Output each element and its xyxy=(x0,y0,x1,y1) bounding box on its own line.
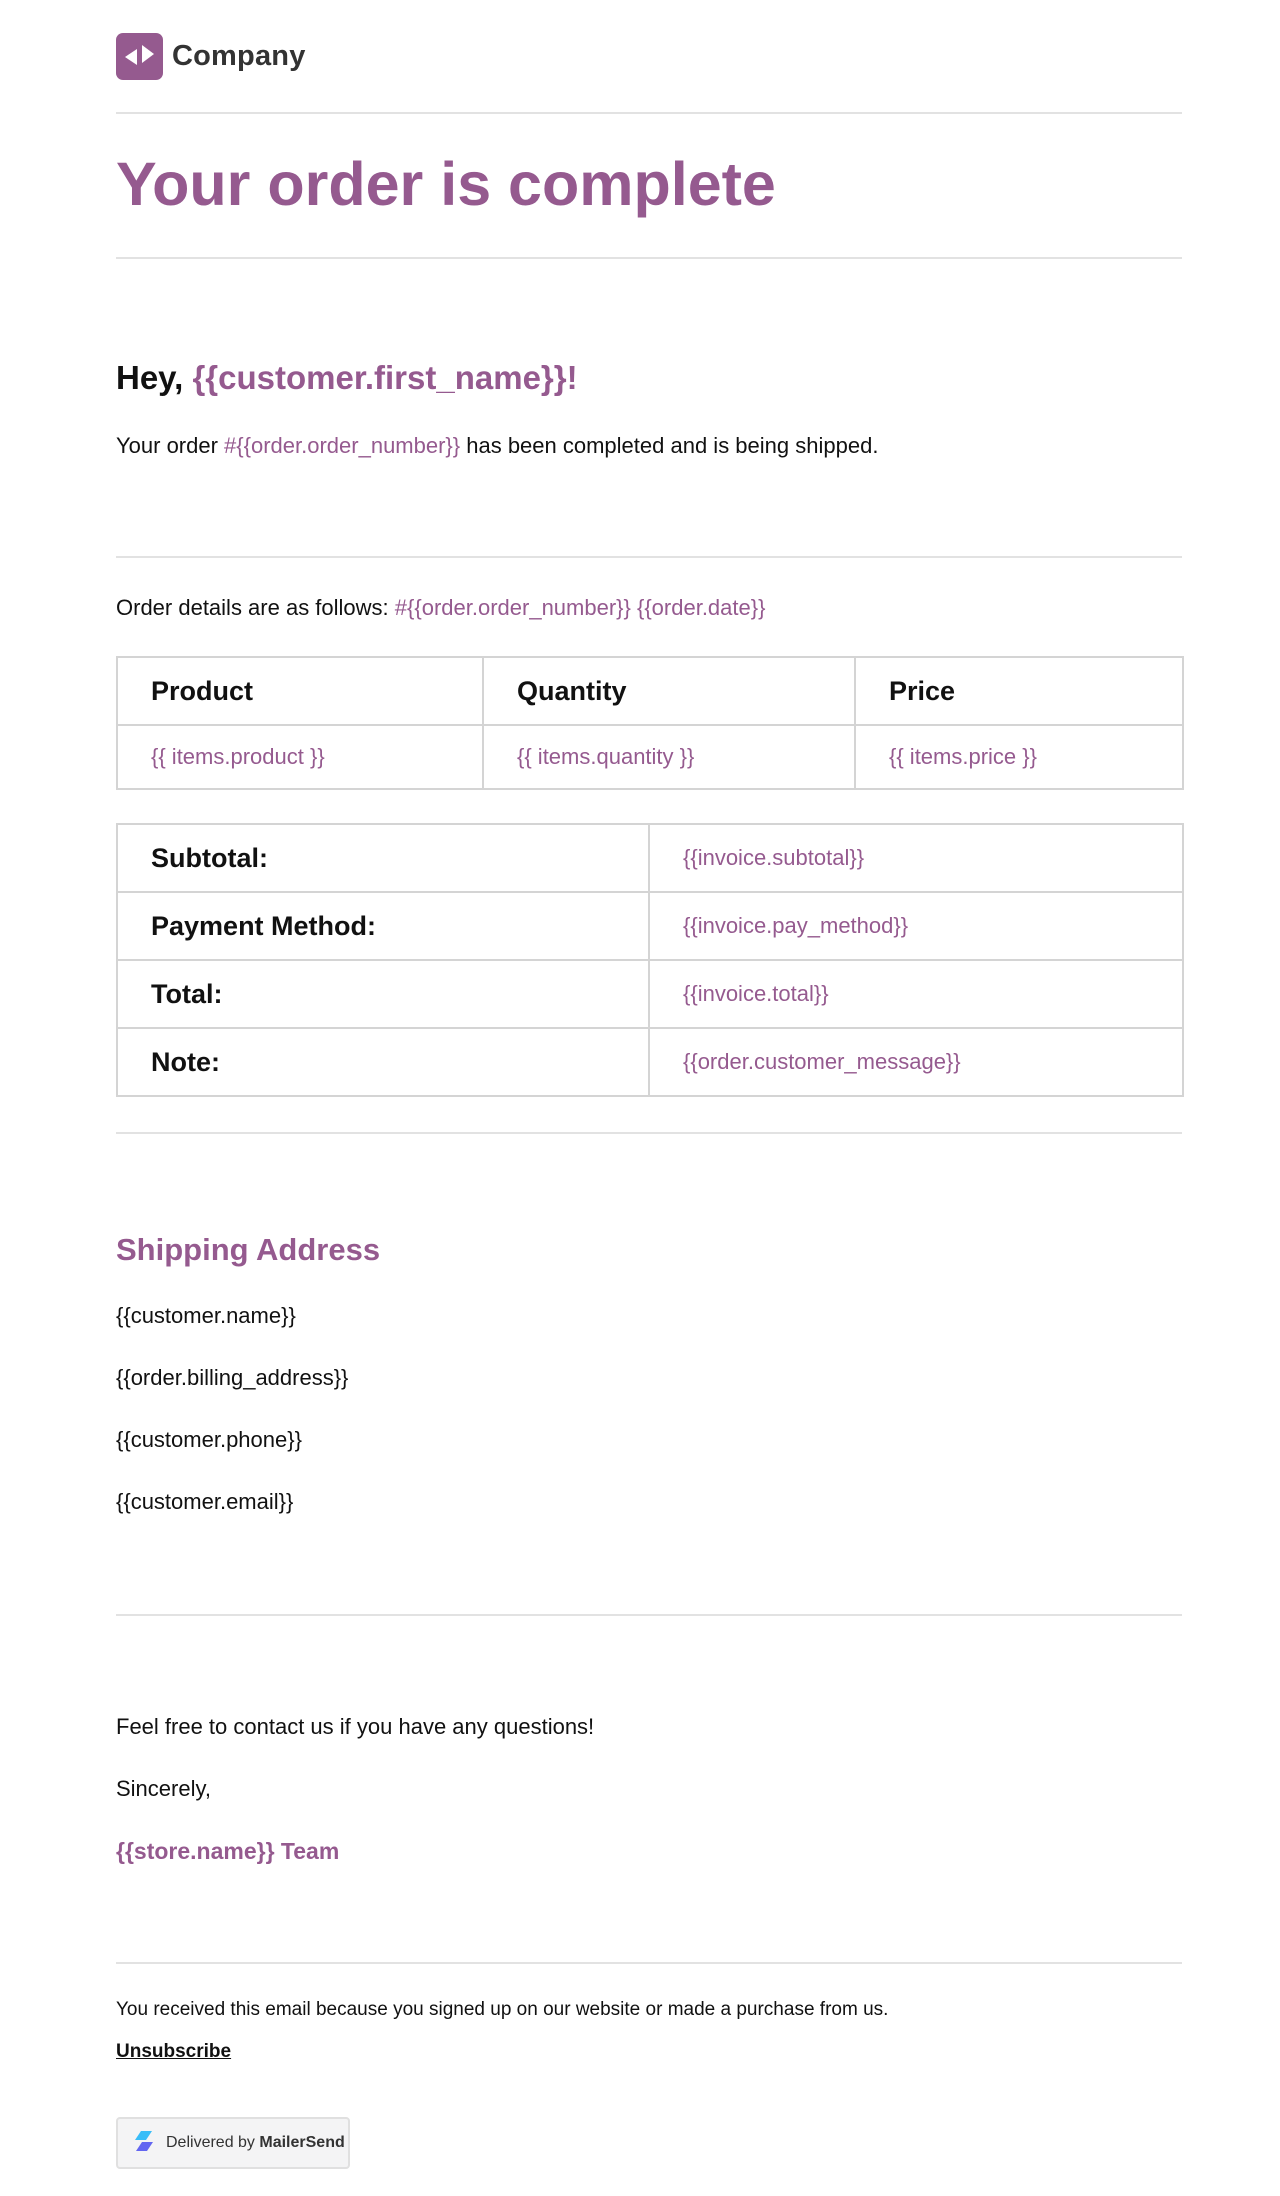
table-row xyxy=(117,1028,1183,1096)
items-table-header-row xyxy=(117,657,1183,725)
order-details-number: #{{order.order_number}} xyxy=(394,595,631,620)
shipping-customer-phone: {{customer.phone}} xyxy=(116,1427,302,1452)
column-header-product: Product xyxy=(117,657,483,725)
contact-text: Feel free to contact us if you have any questions! xyxy=(116,1714,595,1739)
store-team-signature: {{store.name}} Team xyxy=(116,1838,340,1864)
totals-table xyxy=(116,823,1184,1097)
order-details-date: {{order.date}} xyxy=(636,595,766,620)
column-header-quantity: Quantity xyxy=(483,657,855,725)
delivered-by-text xyxy=(166,2134,345,2152)
delivered-by-label: Delivered by xyxy=(166,2134,260,2151)
order-prefix: Your order xyxy=(116,433,225,458)
payment-method-value: {{invoice.pay_method}} xyxy=(649,892,1183,960)
divider xyxy=(116,556,1182,558)
greeting-heading xyxy=(116,355,1182,401)
order-suffix: has been completed and is being shipped. xyxy=(460,433,879,458)
table-row xyxy=(117,960,1183,1028)
shipping-billing-address: {{order.billing_address}} xyxy=(116,1365,349,1390)
order-details-label: Order details are as follows: xyxy=(116,595,395,620)
column-header-price: Price xyxy=(855,657,1183,725)
sincerely-text: Sincerely, xyxy=(116,1776,211,1801)
cell-product: {{ items.product }} xyxy=(117,725,483,789)
cell-price: {{ items.price }} xyxy=(855,725,1183,789)
brand-name: Company xyxy=(172,39,306,72)
divider xyxy=(116,257,1182,259)
items-table xyxy=(116,656,1184,790)
delivered-by-badge[interactable] xyxy=(116,2117,350,2169)
order-details-intro xyxy=(116,592,1182,624)
subtotal-value: {{invoice.subtotal}} xyxy=(649,824,1183,892)
items-table-container xyxy=(116,656,1182,790)
order-number: #{{order.order_number}} xyxy=(224,433,461,458)
divider xyxy=(116,1132,1182,1134)
footer-reason-text: You received this email because you signed up on our website or made a purchase from us. xyxy=(116,1999,889,2020)
brand-header xyxy=(116,32,1182,80)
note-label: Note: xyxy=(117,1028,649,1096)
company-logo-icon xyxy=(116,33,163,80)
customer-first-name: {{customer.first_name}}! xyxy=(192,359,578,396)
unsubscribe-row xyxy=(116,2038,1182,2066)
divider xyxy=(116,1614,1182,1616)
subtotal-label: Subtotal: xyxy=(117,824,649,892)
shipping-address-title: Shipping Address xyxy=(116,1232,381,1267)
shipping-customer-name: {{customer.name}} xyxy=(116,1303,296,1328)
table-row xyxy=(117,824,1183,892)
payment-method-label: Payment Method: xyxy=(117,892,649,960)
table-row xyxy=(117,892,1183,960)
total-value: {{invoice.total}} xyxy=(649,960,1183,1028)
order-status-text xyxy=(116,430,1182,462)
page-title: Your order is complete xyxy=(116,150,776,218)
delivered-by-brand: MailerSend xyxy=(259,2134,345,2151)
totals-table-container xyxy=(116,823,1182,1097)
shipping-customer-email: {{customer.email}} xyxy=(116,1489,294,1514)
divider xyxy=(116,1962,1182,1964)
divider xyxy=(116,112,1182,114)
mailersend-logo-icon xyxy=(132,2129,156,2158)
greeting-hey: Hey, xyxy=(116,359,193,396)
cell-quantity: {{ items.quantity }} xyxy=(483,725,855,789)
table-row xyxy=(117,725,1183,789)
note-value: {{order.customer_message}} xyxy=(649,1028,1183,1096)
unsubscribe-link[interactable]: Unsubscribe xyxy=(116,2041,232,2062)
total-label: Total: xyxy=(117,960,649,1028)
